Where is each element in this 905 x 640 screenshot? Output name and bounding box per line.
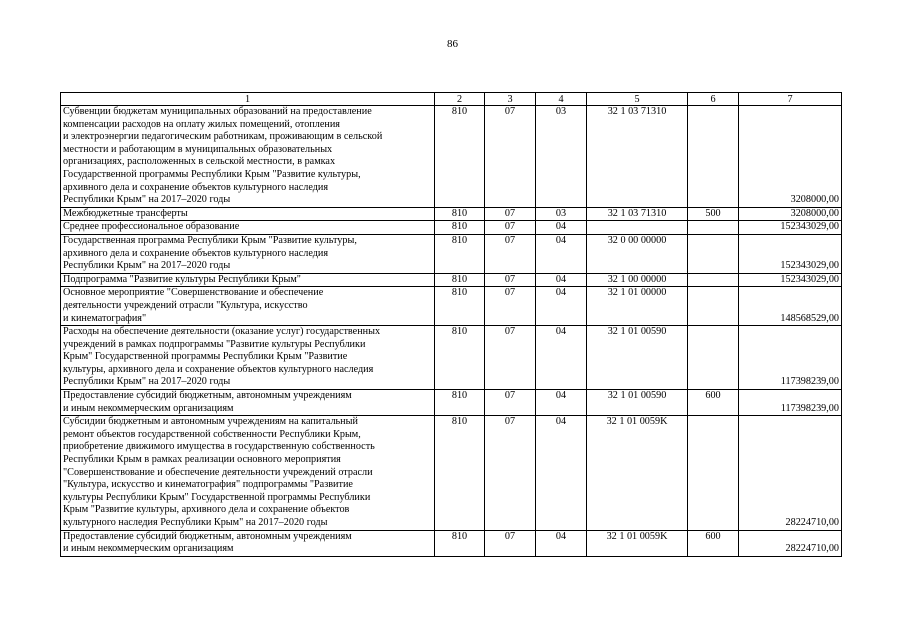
table-row (61, 416, 842, 530)
section-code-cell: 07 (485, 106, 536, 208)
table-row (61, 207, 842, 221)
header-cell-2: 2 (435, 93, 485, 106)
expense-name-cell: Государственная программа Республики Крым "Развитие культуры, архивного дела и сохранение объектов культурного наследия Республики Крым" на 2017–2020 годы (61, 234, 435, 273)
amount-cell: 3208000,00 (739, 207, 842, 221)
ministry-code-cell: 810 (435, 326, 485, 390)
amount-cell: 28224710,00 (739, 530, 842, 556)
ministry-code-cell: 810 (435, 416, 485, 530)
expense-name-cell: Основное мероприятие "Совершенствование и обеспечение деятельности учреждений отрасли "Культура, искусство и кинематография" (61, 287, 435, 326)
expense-name-cell: Расходы на обеспечение деятельности (оказание услуг) государственных учреждений в рамках подпрограммы "Развитие культуры Республики Крым" Государственной программы Республики Крым "Развитие культуры, архивного дела и сохранение объектов культурного наследия Республики Крым" на 2017–2020 годы (61, 326, 435, 390)
section-code-cell: 07 (485, 530, 536, 556)
expense-name-cell: Предоставление субсидий бюджетным, автономным учреждениям и иным некоммерческим организациям (61, 390, 435, 416)
ministry-code-cell: 810 (435, 207, 485, 221)
expense-name-cell: Межбюджетные трансферты (61, 207, 435, 221)
expense-type-cell (688, 287, 739, 326)
section-code-cell: 07 (485, 234, 536, 273)
header-cell-4: 4 (536, 93, 587, 106)
section-code-cell: 07 (485, 287, 536, 326)
target-article-cell: 32 1 01 0059K (587, 530, 688, 556)
target-article-cell: 32 1 00 00000 (587, 273, 688, 287)
subsection-code-cell: 04 (536, 221, 587, 235)
section-code-cell: 07 (485, 390, 536, 416)
table-row (61, 390, 842, 416)
amount-cell: 3208000,00 (739, 106, 842, 208)
expense-type-cell: 600 (688, 530, 739, 556)
header-cell-6: 6 (688, 93, 739, 106)
section-code-cell: 07 (485, 416, 536, 530)
table-row (61, 287, 842, 326)
target-article-cell (587, 221, 688, 235)
ministry-code-cell: 810 (435, 106, 485, 208)
expense-type-cell: 600 (688, 390, 739, 416)
expense-name-cell: Подпрограмма "Развитие культуры Республики Крым" (61, 273, 435, 287)
subsection-code-cell: 04 (536, 234, 587, 273)
table-row (61, 530, 842, 556)
ministry-code-cell: 810 (435, 530, 485, 556)
ministry-code-cell: 810 (435, 287, 485, 326)
amount-cell: 117398239,00 (739, 390, 842, 416)
amount-cell: 28224710,00 (739, 416, 842, 530)
header-cell-1: 1 (61, 93, 435, 106)
table-row (61, 326, 842, 390)
target-article-cell: 32 1 03 71310 (587, 106, 688, 208)
ministry-code-cell: 810 (435, 390, 485, 416)
table-row (61, 106, 842, 208)
target-article-cell: 32 1 01 00000 (587, 287, 688, 326)
table-row (61, 221, 842, 235)
expense-type-cell (688, 234, 739, 273)
section-code-cell: 07 (485, 273, 536, 287)
amount-cell: 152343029,00 (739, 221, 842, 235)
header-cell-3: 3 (485, 93, 536, 106)
section-code-cell: 07 (485, 326, 536, 390)
amount-cell: 152343029,00 (739, 273, 842, 287)
expense-name-cell: Среднее профессиональное образование (61, 221, 435, 235)
expense-type-cell: 500 (688, 207, 739, 221)
subsection-code-cell: 04 (536, 390, 587, 416)
expense-type-cell (688, 326, 739, 390)
amount-cell: 117398239,00 (739, 326, 842, 390)
amount-cell: 148568529,00 (739, 287, 842, 326)
header-cell-7: 7 (739, 93, 842, 106)
target-article-cell: 32 0 00 00000 (587, 234, 688, 273)
budget-table (60, 92, 842, 557)
header-cell-5: 5 (587, 93, 688, 106)
subsection-code-cell: 04 (536, 273, 587, 287)
ministry-code-cell: 810 (435, 234, 485, 273)
target-article-cell: 32 1 01 0059K (587, 416, 688, 530)
table-row (61, 273, 842, 287)
expense-name-cell: Субвенции бюджетам муниципальных образований на предоставление компенсации расходов на оплату жилых помещений, отопления и электроэнергии педагогическим работникам, проживающим в сельской местности и работающим в муниципальных образовательных организациях, расположенных в сельской местности, в рамках Государственной программы Республики Крым "Развитие культуры, архивного дела и сохранение объектов культурного наследия Республики Крым" на 2017–2020 годы (61, 106, 435, 208)
amount-cell: 152343029,00 (739, 234, 842, 273)
subsection-code-cell: 03 (536, 207, 587, 221)
subsection-code-cell: 03 (536, 106, 587, 208)
expense-type-cell (688, 416, 739, 530)
section-code-cell: 07 (485, 221, 536, 235)
subsection-code-cell: 04 (536, 530, 587, 556)
expense-type-cell (688, 221, 739, 235)
target-article-cell: 32 1 01 00590 (587, 390, 688, 416)
expense-type-cell (688, 273, 739, 287)
subsection-code-cell: 04 (536, 287, 587, 326)
target-article-cell: 32 1 03 71310 (587, 207, 688, 221)
table-row (61, 234, 842, 273)
target-article-cell: 32 1 01 00590 (587, 326, 688, 390)
ministry-code-cell: 810 (435, 221, 485, 235)
expense-name-cell: Субсидии бюджетным и автономным учреждениям на капитальный ремонт объектов государственной собственности Республики Крым, приобретение движимого имущества в государственную собственность Республики Крым в рамках реализации основного мероприятия "Совершенствование и обеспечение деятельности учреждений отрасли "Культура, искусство и кинематография" подпрограммы "Развитие культуры Республики Крым" Государственной программы Республики Крым "Развитие культуры, архивного дела и сохранение объектов культурного наследия Республики Крым" на 2017–2020 годы (61, 416, 435, 530)
ministry-code-cell: 810 (435, 273, 485, 287)
expense-type-cell (688, 106, 739, 208)
subsection-code-cell: 04 (536, 416, 587, 530)
table-header-row (61, 93, 842, 106)
expense-name-cell: Предоставление субсидий бюджетным, автономным учреждениям и иным некоммерческим организациям (61, 530, 435, 556)
section-code-cell: 07 (485, 207, 536, 221)
page-number: 86 (447, 38, 458, 50)
subsection-code-cell: 04 (536, 326, 587, 390)
